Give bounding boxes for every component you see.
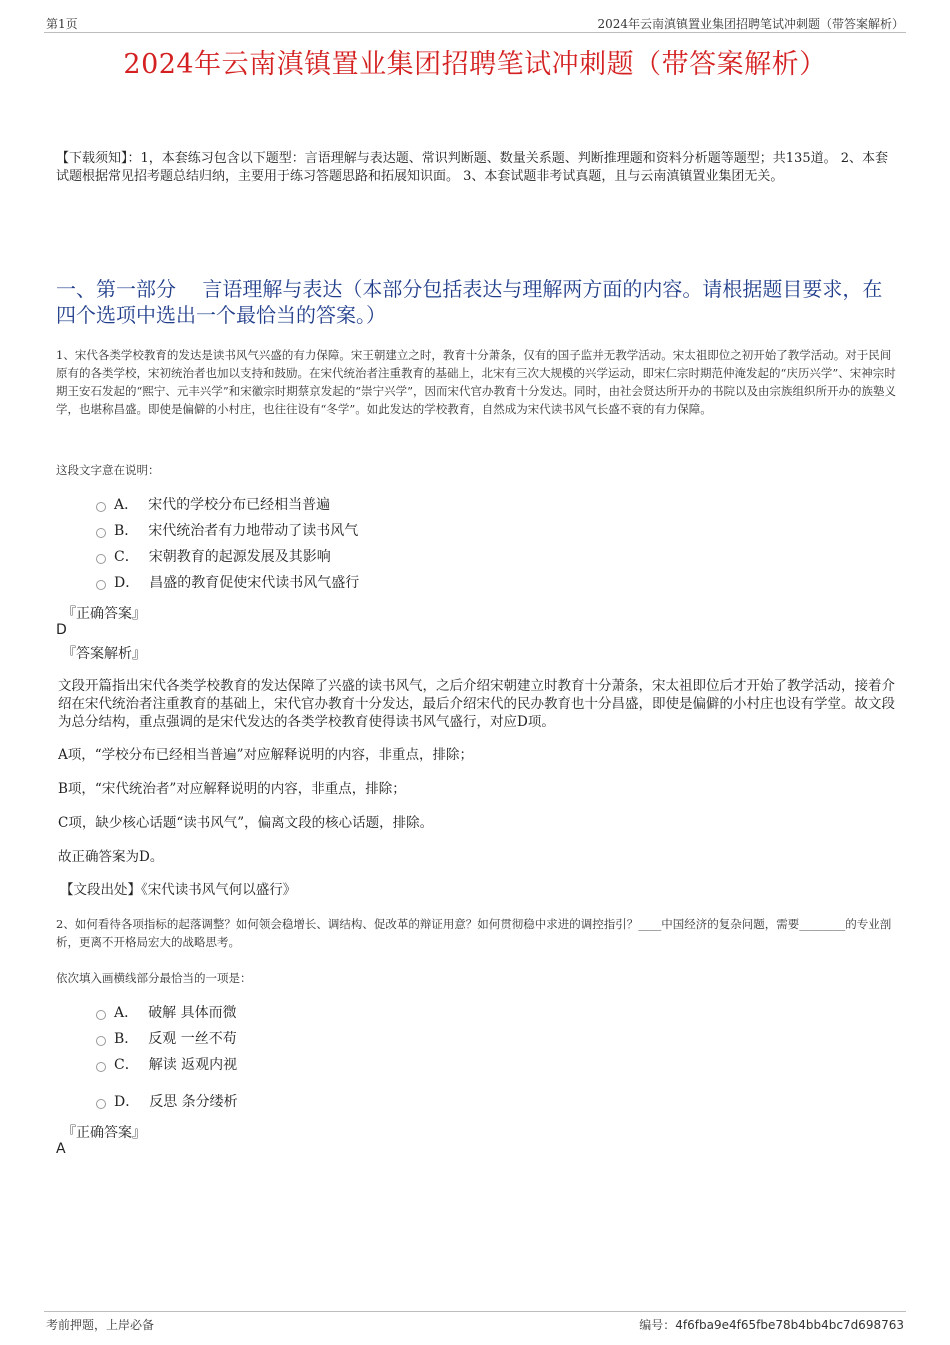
- radio-icon[interactable]: [96, 1036, 106, 1046]
- page-footer: [44, 1311, 906, 1334]
- question-2-option-c[interactable]: C． 解读 返观内视: [96, 1055, 237, 1075]
- document-code: 编号：4f6fba9e4f65fbe78b4bb4bc7d698763: [639, 1318, 904, 1332]
- radio-icon[interactable]: [96, 1099, 106, 1109]
- question-1-analysis-c: C项，缺少核心话题“读书风气”，偏离文段的核心话题，排除。: [58, 815, 434, 831]
- section-heading: 一、第一部分 言语理解与表达（本部分包括表达与理解两方面的内容。请根据题目要求，在四个选项中选出一个最恰当的答案。）: [56, 277, 883, 327]
- question-1-answer-label: 『正确答案』: [62, 606, 146, 622]
- question-1-answer: D: [56, 622, 67, 638]
- question-1-analysis-label: 『答案解析』: [62, 646, 146, 662]
- question-1-analysis-b: B项，“宋代统治者”对应解释说明的内容，非重点，排除；: [58, 781, 406, 797]
- question-1-analysis-para: 文段开篇指出宋代各类学校教育的发达保障了兴盛的读书风气，之后介绍宋朝建立时教育十分萧条，宋太祖即位后才开始了教学活动，接着介绍在宋代统治者注重教育的基础上，宋代官办教育十分发达，最后介绍宋代的民办教育也十分昌盛，即使是偏僻的小村庄也设有学堂。故文段为总分结构，重点强调的是宋代发达的各类学校教育使得读书风气盛行，对应D项。: [58, 678, 895, 730]
- radio-icon[interactable]: [96, 1062, 106, 1072]
- radio-icon[interactable]: [96, 1010, 106, 1020]
- question-2-answer-label: 『正确答案』: [62, 1125, 146, 1141]
- question-2-option-b[interactable]: B． 反观 一丝不苟: [96, 1029, 237, 1049]
- question-1-option-b[interactable]: B． 宋代统治者有力地带动了读书风气: [96, 521, 358, 541]
- radio-icon[interactable]: [96, 528, 106, 538]
- question-2-text: 2、如何看待各项指标的起落调整？如何领会稳增长、调结构、促改革的辩证用意？如何贯彻稳中求进的调控指引？____中国经济的复杂问题，需要________的专业剖析，更离不开格局宏大的战略思考。: [56, 917, 892, 949]
- question-1-analysis-a: A项，“学校分布已经相当普遍”对应解释说明的内容，非重点，排除；: [58, 747, 474, 763]
- question-1-text: 1、宋代各类学校教育的发达是读书风气兴盛的有力保障。宋王朝建立之时，教育十分萧条，仅有的国子监并无教学活动。宋太祖即位之初开始了教学活动。对于民间原有的各类学校，宋初统治者也加以支持和鼓励。在宋代统治者注重教育的基础上，北宋有三次大规模的兴学运动，即宋仁宗时期范仲淹发起的“庆历兴学”、宋神宗时期王安石发起的“熙宁、元丰兴学”和宋徽宗时期蔡京发起的“崇宁兴学”，因而宋代官办教育十分发达。同时，由社会贤达所开办的书院以及由宗族组织所开办的族塾义学，也堪称昌盛。即使是偏僻的小村庄，也往往设有“冬学”。如此发达的学校教育，自然成为宋代读书风气长盛不衰的有力保障。: [56, 348, 897, 416]
- radio-icon[interactable]: [96, 554, 106, 564]
- question-1-analysis-conclusion: 故正确答案为D。: [58, 849, 164, 865]
- question-2-answer: A: [56, 1141, 66, 1157]
- radio-icon[interactable]: [96, 580, 106, 590]
- download-notice: 【下载须知】：1，本套练习包含以下题型：言语理解与表达题、常识判断题、数量关系题、判断推理题和资料分析题等题型；共135道。 2、本套试题根据常见招考题总结归纳，主要用于练习答题思路和拓展知识面。 3、本套试题非考试真题，且与云南滇镇置业集团无关。: [56, 151, 888, 184]
- question-2-option-d[interactable]: D． 反思 条分缕析: [96, 1092, 238, 1112]
- question-1-stem: 这段文字意在说明：: [56, 463, 160, 477]
- header-doc-title: 2024年云南滇镇置业集团招聘笔试冲刺题（带答案解析）: [597, 17, 904, 31]
- question-2-stem: 依次填入画横线部分最恰当的一项是：: [56, 971, 252, 985]
- question-1-source: 【文段出处】《宋代读书风气何以盛行》: [60, 882, 297, 898]
- question-1-option-c[interactable]: C． 宋朝教育的起源发展及其影响: [96, 547, 331, 567]
- question-2-option-a[interactable]: A． 破解 具体而微: [96, 1003, 237, 1023]
- document-title: 2024年云南滇镇置业集团招聘笔试冲刺题（带答案解析）: [123, 49, 827, 80]
- page-header: [44, 12, 906, 33]
- question-1-option-d[interactable]: D． 昌盛的教育促使宋代读书风气盛行: [96, 573, 359, 593]
- footer-slogan: 考前押题，上岸必备: [46, 1318, 155, 1332]
- page-number: 第1页: [46, 17, 78, 31]
- radio-icon[interactable]: [96, 502, 106, 512]
- question-1-option-a[interactable]: A． 宋代的学校分布已经相当普遍: [96, 495, 330, 515]
